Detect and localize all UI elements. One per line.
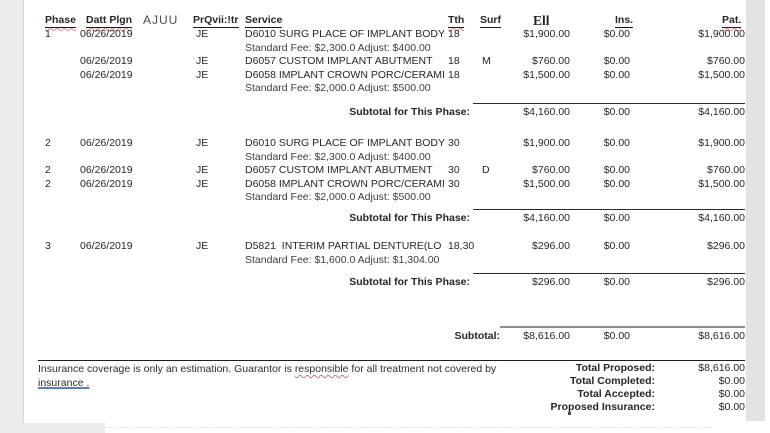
- insurance-amount: $0.00: [603, 68, 630, 81]
- tooth-number: 30: [448, 136, 460, 149]
- insurance-amount: $0.00: [603, 55, 630, 68]
- column-header-service: Service: [245, 14, 283, 26]
- totals-value: $8,616.00: [698, 362, 745, 374]
- row-spacer: [0, 117, 770, 137]
- column-header-date-planned: Datt Plgn: [86, 14, 133, 26]
- tooth-number: 18,30: [448, 239, 475, 252]
- surface-code: M: [482, 55, 491, 68]
- totals-value: $0.00: [718, 401, 745, 414]
- treatment-row: [0, 137, 770, 151]
- phase-subtotal-row: [0, 209, 770, 223]
- totals-row: [410, 375, 745, 388]
- patient-amount: $296.00: [707, 239, 745, 252]
- phase-subtotal-row: [0, 103, 770, 117]
- treatment-row: [0, 164, 770, 178]
- totals-value: $0.00: [718, 375, 745, 388]
- row-spacer: [0, 96, 770, 103]
- subtotal-fee: $4,160.00: [523, 105, 570, 118]
- subtotal-fee: $296.00: [532, 276, 570, 289]
- phase-subtotal-rule: [473, 209, 745, 210]
- totals-summary: [410, 362, 745, 414]
- treatment-row: [0, 178, 770, 192]
- subtotal-fee: $8,616.00: [523, 330, 570, 343]
- standard-fee-row: [0, 191, 770, 205]
- page-bottom-margin: [0, 423, 105, 433]
- subtotal-label: Subtotal for This Phase:: [349, 211, 470, 224]
- column-header-insurance: Ins.: [615, 14, 634, 26]
- totals-label: Total Completed:: [570, 375, 655, 388]
- grand-subtotal-rule: [500, 326, 745, 328]
- standard-fee-row: [0, 151, 770, 165]
- column-header-fee: Ell: [533, 13, 550, 28]
- subtotal-patient: $296.00: [707, 276, 745, 289]
- phase-subtotal-row: [0, 273, 770, 287]
- note-misspelled-word: responsible: [294, 363, 349, 375]
- standard-fee-note: Standard Fee: $2,300.0 Adjust: $400.00: [245, 150, 431, 163]
- subtotal-patient: $4,160.00: [698, 211, 745, 224]
- footer-divider-line: [38, 360, 745, 361]
- insurance-amount: $0.00: [603, 239, 630, 252]
- standard-fee-note: Standard Fee: $2,000.0 Adjust: $500.00: [245, 82, 431, 95]
- column-header-surface: Surf: [480, 14, 501, 26]
- phase-subtotal-rule: [473, 103, 745, 104]
- standard-fee-row: [0, 42, 770, 56]
- tooth-number: 18: [448, 28, 460, 40]
- grand-subtotal-row: [0, 325, 770, 343]
- service-description: D6058 IMPLANT CROWN PORC/CERAMI: [245, 68, 445, 81]
- service-description: D6058 IMPLANT CROWN PORC/CERAMI: [245, 177, 445, 190]
- subtotal-insurance: $0.00: [603, 276, 630, 289]
- note-text-continued: for all treatment not covered by: [348, 363, 497, 375]
- provider-code: JE: [196, 68, 209, 81]
- fee-amount: $760.00: [532, 164, 570, 177]
- totals-label: Total Proposed:: [575, 362, 655, 374]
- service-description: D6057 CUSTOM IMPLANT ABUTMENT: [245, 55, 433, 68]
- row-spacer: [0, 223, 770, 240]
- tooth-number: 30: [448, 164, 460, 177]
- subtotal-insurance: $0.00: [603, 105, 630, 118]
- insurance-link-text[interactable]: insurance .: [38, 376, 90, 389]
- tooth-number: 18: [448, 55, 460, 68]
- patient-amount: $1,500.00: [698, 68, 745, 81]
- row-spacer: [0, 287, 770, 325]
- provider-code: JE: [196, 28, 209, 40]
- provider-code: JE: [196, 164, 209, 177]
- fee-amount: $1,500.00: [523, 177, 570, 190]
- patient-amount: $1,900.00: [698, 28, 745, 40]
- insurance-amount: $0.00: [603, 164, 630, 177]
- standard-fee-note: Standard Fee: $2,300.0 Adjust: $400.00: [245, 41, 431, 54]
- fee-amount: $760.00: [532, 55, 570, 68]
- phase-number: 2: [45, 164, 51, 177]
- totals-row: [410, 388, 745, 401]
- totals-row: [410, 401, 745, 414]
- column-header-phase: Phase: [45, 14, 76, 26]
- column-header-tooth: Tth: [448, 14, 465, 26]
- standard-fee-note: Standard Fee: $1,600.0 Adjust: $1,304.00: [245, 253, 440, 266]
- header-annotation: AJUU: [143, 13, 179, 27]
- totals-row: [410, 362, 745, 375]
- patient-amount: $1,500.00: [698, 177, 745, 190]
- phase-number: 2: [45, 136, 51, 149]
- treatment-row: [0, 55, 770, 69]
- subtotal-patient: $8,616.00: [698, 330, 745, 343]
- standard-fee-row: [0, 82, 770, 96]
- insurance-amount: $0.00: [603, 177, 630, 190]
- totals-label: Total Accepted:: [577, 388, 655, 401]
- phase-subtotal-rule: [473, 273, 745, 274]
- provider-code: JE: [196, 55, 209, 68]
- service-description: D5821 INTERIM PARTIAL DENTURE(LO: [245, 239, 442, 252]
- phase-number: 1: [45, 28, 51, 40]
- fee-amount: $1,500.00: [523, 68, 570, 81]
- patient-amount: $760.00: [707, 55, 745, 68]
- plan-date: 06/26/2019: [80, 55, 133, 68]
- treatment-plan-table: [0, 13, 770, 343]
- totals-value: $0.00: [718, 388, 745, 401]
- provider-code: JE: [196, 136, 209, 149]
- insurance-amount: $0.00: [603, 136, 630, 149]
- table-header-row: [0, 14, 770, 28]
- service-description: D6010 SURG PLACE OF IMPLANT BODY: [245, 136, 445, 149]
- treatment-row: [0, 240, 770, 254]
- fee-amount: $296.00: [532, 239, 570, 252]
- plan-date: 06/26/2019: [80, 164, 133, 177]
- plan-date: 06/26/2019: [80, 28, 133, 40]
- insurance-amount: $0.00: [603, 28, 630, 40]
- scan-artifact-line: [100, 427, 712, 428]
- plan-date: 06/26/2019: [80, 177, 133, 190]
- subtotal-insurance: $0.00: [603, 330, 630, 343]
- column-header-patient: Pat.: [722, 14, 742, 26]
- subtotal-label: Subtotal for This Phase:: [349, 105, 470, 118]
- patient-amount: $760.00: [707, 164, 745, 177]
- totals-label: Proposed Insurance:: [550, 401, 655, 414]
- subtotal-label: Subtotal for This Phase:: [349, 276, 470, 289]
- plan-date: 06/26/2019: [80, 239, 133, 252]
- provider-code: JE: [196, 239, 209, 252]
- standard-fee-note: Standard Fee: $2,000.0 Adjust: $500.00: [245, 191, 431, 204]
- note-text: Insurance coverage is only an estimation. Guarantor is: [38, 363, 295, 375]
- phase-number: 2: [45, 177, 51, 190]
- subtotal-fee: $4,160.00: [523, 211, 570, 224]
- fee-amount: $1,900.00: [523, 28, 570, 40]
- surface-code: D: [482, 164, 490, 177]
- plan-date: 06/26/2019: [80, 136, 133, 149]
- tooth-number: 30: [448, 177, 460, 190]
- patient-amount: $1,900.00: [698, 136, 745, 149]
- plan-date: 06/26/2019: [80, 68, 133, 81]
- fee-amount: $1,900.00: [523, 136, 570, 149]
- treatment-row: [0, 69, 770, 83]
- standard-fee-row: [0, 254, 770, 268]
- subtotal-label: Subtotal:: [454, 330, 500, 343]
- treatment-row: [0, 28, 770, 42]
- column-header-provider: PrQvii:!tr: [193, 14, 239, 26]
- tooth-number: 18: [448, 68, 460, 81]
- subtotal-insurance: $0.00: [603, 211, 630, 224]
- provider-code: JE: [196, 177, 209, 190]
- subtotal-patient: $4,160.00: [698, 105, 745, 118]
- service-description: D6057 CUSTOM IMPLANT ABUTMENT: [245, 164, 433, 177]
- service-description: D6010 SURG PLACE OF IMPLANT BODY: [245, 28, 445, 40]
- phase-number: 3: [45, 239, 51, 252]
